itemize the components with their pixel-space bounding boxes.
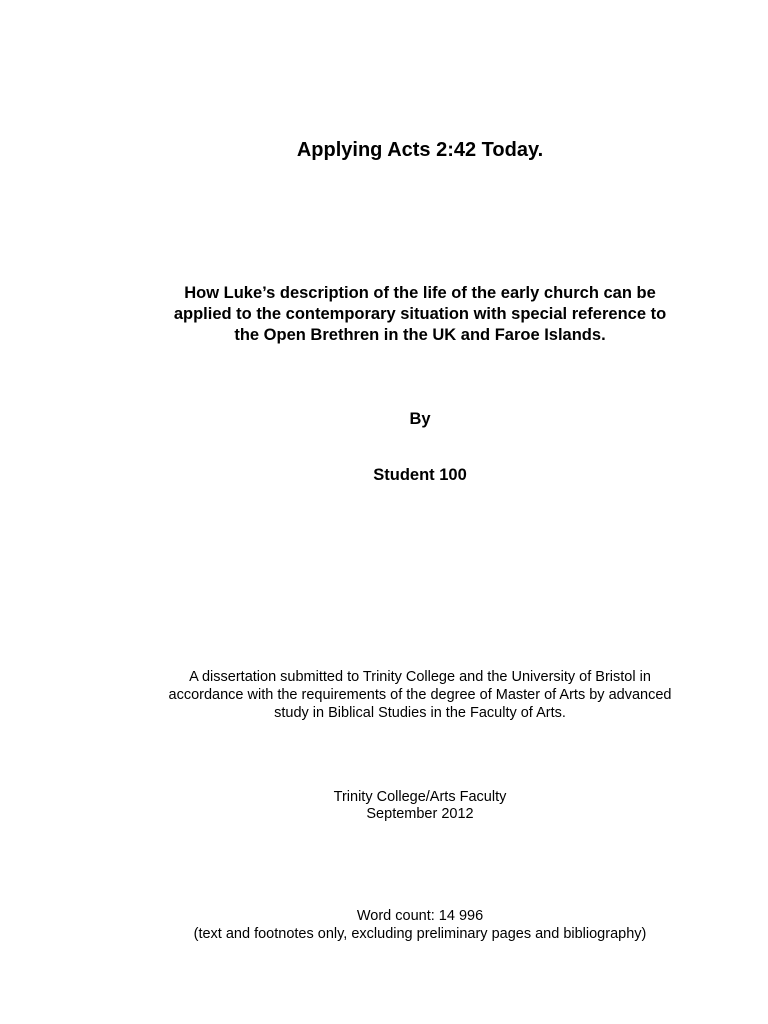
document-subtitle bbox=[0, 283, 768, 346]
word-count-note: (text and footnotes only, excluding preliminary pages and bibliography) bbox=[193, 926, 647, 942]
statement-line: A dissertation submitted to Trinity College and the University of Bristol in bbox=[189, 669, 651, 685]
subtitle-line: applied to the contemporary situation with special reference to bbox=[173, 305, 667, 323]
statement-line: study in Biblical Studies in the Faculty of Arts. bbox=[274, 705, 566, 721]
word-count-block bbox=[0, 907, 768, 943]
statement-line: accordance with the requirements of the degree of Master of Arts by advanced bbox=[168, 687, 672, 703]
dissertation-statement bbox=[0, 668, 768, 722]
by-label: By bbox=[409, 410, 431, 428]
subtitle-line: How Luke’s description of the life of the early church can be bbox=[184, 284, 656, 302]
document-title: Applying Acts 2:42 Today. bbox=[296, 139, 544, 161]
author-name: Student 100 bbox=[373, 466, 467, 484]
subtitle-line: the Open Brethren in the UK and Faroe Islands. bbox=[234, 326, 606, 344]
submission-date: September 2012 bbox=[366, 806, 474, 822]
word-count: Word count: 14 996 bbox=[356, 908, 484, 924]
institution-block bbox=[0, 789, 768, 823]
institution-name: Trinity College/Arts Faculty bbox=[333, 789, 507, 805]
